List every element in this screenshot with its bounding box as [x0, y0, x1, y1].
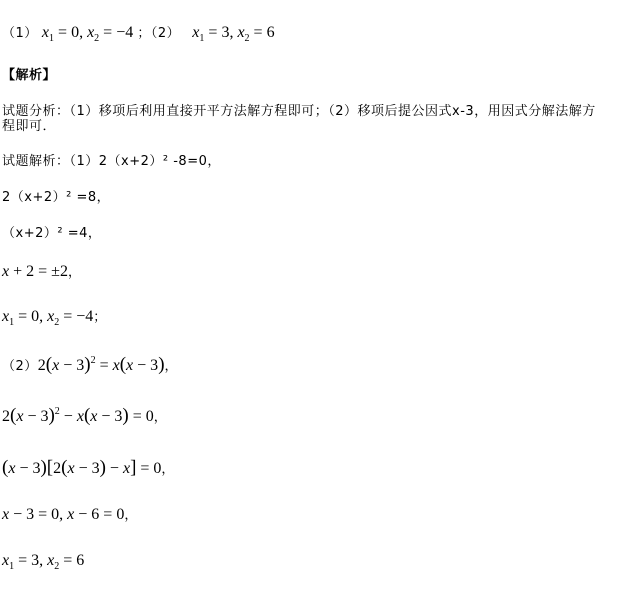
answer-line: [2, 25, 275, 42]
solution-intro: 试题解析：（1）2（x+2）² -8=0，: [2, 154, 221, 169]
solution-step-8: x − 3 = 0, x − 6 = 0，: [2, 506, 138, 523]
solution-step-7: (x − 3)[2(x − 3) − x] = 0，: [2, 457, 175, 478]
solution-step-6: $2(x - 3)^2 - x(x - 3) = 0$，: [2, 405, 168, 426]
section-title: 【解析】: [2, 68, 57, 83]
analysis-line-1: 试题分析：（1）移项后利用直接开平方法解方程即可；（2）移项后提公因式x-3，用因式分解法解方: [2, 104, 596, 119]
solution-step-1: 2（x+2）² =8，: [2, 190, 111, 205]
answer-separator: ；（2）: [137, 26, 181, 41]
solution-step-9: $x_1 = 3$, $x_2 = 6$: [2, 552, 85, 572]
answer-label-1: （1）: [2, 26, 38, 41]
analysis-line-2: 程即可．: [2, 119, 57, 134]
answer-roots-2: $x_1 = 3$, $x_2 = 6$: [192, 24, 275, 44]
solution-step-3: x + 2 = ±2，: [2, 263, 82, 280]
answer-roots-1: $x_1 = 0$, $x_2 = -4$: [41, 24, 134, 44]
solution-step-4: $x_1 = 0$, $x_2 = -4$；: [2, 308, 107, 328]
solution-step-5: $(2)2(x - 3)^2 = x(x - 3)$，: [2, 354, 179, 375]
solution-step-2: （x+2）² =4，: [2, 226, 102, 241]
